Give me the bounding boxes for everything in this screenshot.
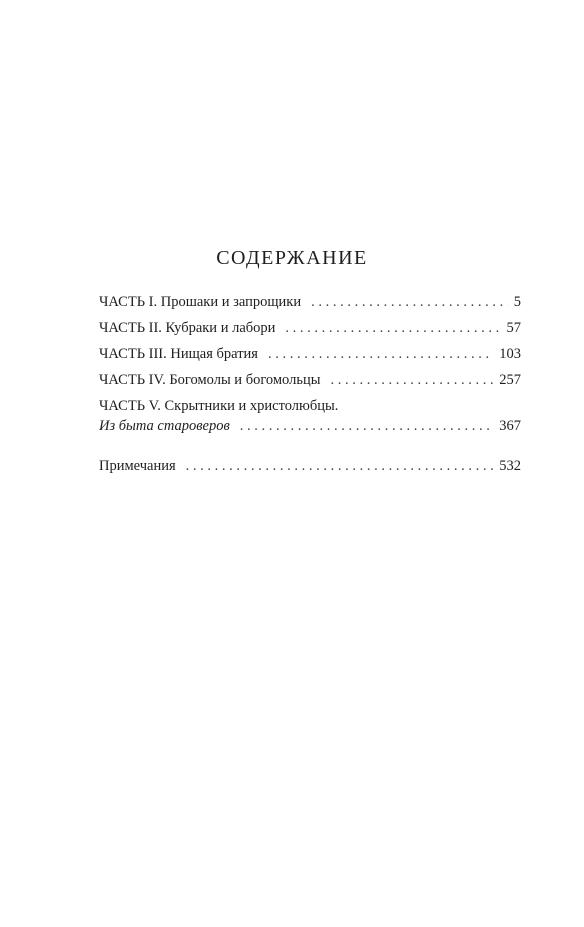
toc-entry-part-1[interactable] <box>99 292 521 312</box>
toc-entry-label: Примечания <box>99 458 176 474</box>
table-of-contents <box>99 292 521 476</box>
toc-entry-label: ЧАСТЬ I. Прошаки и запрощики <box>99 294 302 310</box>
contents-heading: СОДЕРЖАНИЕ <box>216 247 368 269</box>
dot-leader <box>240 416 494 436</box>
toc-entry-page: 367 <box>499 418 521 434</box>
toc-entry-page: 5 <box>513 294 521 310</box>
dot-leader <box>268 344 493 364</box>
dot-leader <box>311 292 508 312</box>
toc-entry-notes[interactable] <box>99 456 521 476</box>
toc-entry-part-5-title[interactable]: ЧАСТЬ V. Скрытники и христолюбцы. <box>99 398 339 414</box>
toc-entry-part-2[interactable] <box>99 318 521 338</box>
toc-entry-label: ЧАСТЬ III. Нищая братия <box>99 346 258 362</box>
toc-entry-label: ЧАСТЬ IV. Богомолы и богомольцы <box>99 372 321 388</box>
dot-leader <box>186 456 494 476</box>
toc-entry-sublabel: Из быта староверов <box>99 418 230 434</box>
toc-entry-label: ЧАСТЬ II. Кубраки и лабори <box>99 320 276 336</box>
toc-entry-page: 257 <box>499 372 521 388</box>
toc-entry-page: 57 <box>506 320 521 336</box>
toc-entry-part-5[interactable] <box>99 416 521 436</box>
toc-entry-part-3[interactable] <box>99 344 521 364</box>
toc-entry-part-4[interactable] <box>99 370 521 390</box>
dot-leader <box>285 318 500 338</box>
toc-entry-page: 532 <box>499 458 521 474</box>
dot-leader <box>330 370 493 390</box>
toc-entry-page: 103 <box>499 346 521 362</box>
